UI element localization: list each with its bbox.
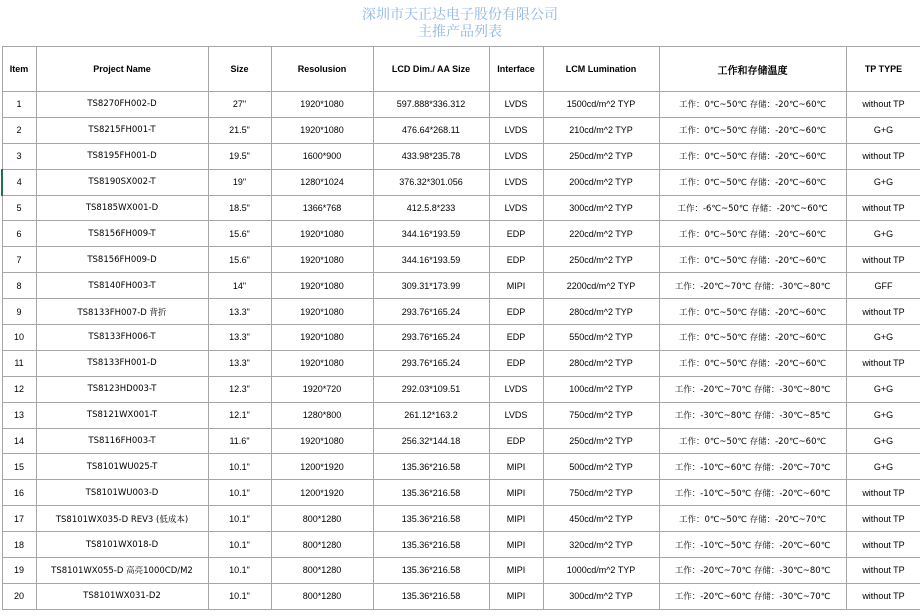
cell-lcm-lumination[interactable]: 320cd/m^2 TYP xyxy=(543,532,659,558)
table-row xyxy=(2,325,920,351)
cell-item[interactable]: 4 xyxy=(2,169,36,195)
cell-lcm-lumination[interactable]: 1000cd/m^2 TYP xyxy=(543,558,659,584)
cell-resolution[interactable]: 1280*800 xyxy=(271,402,373,428)
cell-lcd-dim[interactable]: 261.12*163.2 xyxy=(373,402,489,428)
cell-lcd-dim[interactable]: 344.16*193.59 xyxy=(373,221,489,247)
cell-item[interactable]: 7 xyxy=(2,247,36,273)
cell-item[interactable]: 5 xyxy=(2,195,36,221)
cell-resolution[interactable]: 1920*1080 xyxy=(271,92,373,118)
table-row xyxy=(2,350,920,376)
cell-size[interactable]: 10.1" xyxy=(208,480,271,506)
header-resolution[interactable]: Resolusion xyxy=(271,47,373,92)
cell-interface[interactable]: MIPI xyxy=(489,480,543,506)
sheet-title xyxy=(0,0,920,46)
cell-resolution[interactable]: 1920*1080 xyxy=(271,350,373,376)
cell-lcm-lumination[interactable]: 200cd/m^2 TYP xyxy=(543,169,659,195)
cell-project-name[interactable]: TS8133FH001-D xyxy=(36,350,208,376)
cell-lcm-lumination[interactable]: 500cd/m^2 TYP xyxy=(543,454,659,480)
table-row xyxy=(2,92,920,118)
cell-lcd-dim[interactable]: 376.32*301.056 xyxy=(373,169,489,195)
cell-interface[interactable]: EDP xyxy=(489,325,543,351)
cell-interface[interactable]: LVDS xyxy=(489,169,543,195)
cell-item[interactable]: 15 xyxy=(2,454,36,480)
cell-lcm-lumination[interactable]: 250cd/m^2 TYP xyxy=(543,143,659,169)
cell-item[interactable]: 8 xyxy=(2,273,36,299)
cell-lcm-lumination[interactable]: 450cd/m^2 TYP xyxy=(543,506,659,532)
cell-tp-type[interactable]: G+G xyxy=(846,376,920,402)
cell-tp-type[interactable]: without TP xyxy=(846,558,920,584)
cell-lcm-lumination[interactable]: 220cd/m^2 TYP xyxy=(543,221,659,247)
cell-tp-type[interactable]: without TP xyxy=(846,299,920,325)
cell-temperature[interactable]: 工作：0℃~50℃ 存储：-20℃~60℃ xyxy=(659,92,846,118)
cell-tp-type[interactable]: G+G xyxy=(846,221,920,247)
cell-lcm-lumination[interactable]: 1500cd/m^2 TYP xyxy=(543,92,659,118)
cell-lcm-lumination[interactable]: 550cd/m^2 TYP xyxy=(543,325,659,351)
cell-lcd-dim[interactable]: 293.76*165.24 xyxy=(373,299,489,325)
header-temperature[interactable]: 工作和存储温度 xyxy=(659,47,846,92)
cell-size[interactable]: 12.3" xyxy=(208,376,271,402)
cell-lcd-dim[interactable]: 135.36*216.58 xyxy=(373,454,489,480)
cell-tp-type[interactable]: without TP xyxy=(846,247,920,273)
cell-resolution[interactable]: 1920*1080 xyxy=(271,325,373,351)
table-row xyxy=(2,376,920,402)
cell-item[interactable]: 9 xyxy=(2,299,36,325)
cell-project-name[interactable]: TS8270FH002-D xyxy=(36,92,208,118)
cell-interface[interactable]: LVDS xyxy=(489,92,543,118)
header-size[interactable]: Size xyxy=(208,47,271,92)
table-row xyxy=(2,247,920,273)
cell-tp-type[interactable]: without TP xyxy=(846,143,920,169)
cell-temperature[interactable]: 工作：0℃~50℃ 存储：-20℃~60℃ xyxy=(659,143,846,169)
cell-item[interactable]: 18 xyxy=(2,532,36,558)
cell-interface[interactable]: EDP xyxy=(489,299,543,325)
table-row xyxy=(2,299,920,325)
header-project-name[interactable]: Project Name xyxy=(36,47,208,92)
cell-size[interactable]: 15.6" xyxy=(208,221,271,247)
cell-resolution[interactable]: 1920*1080 xyxy=(271,117,373,143)
product-table xyxy=(1,46,920,610)
cell-lcd-dim[interactable]: 256.32*144.18 xyxy=(373,428,489,454)
cell-size[interactable]: 11.6" xyxy=(208,428,271,454)
cell-size[interactable]: 10.1" xyxy=(208,454,271,480)
cell-interface[interactable]: LVDS xyxy=(489,402,543,428)
header-interface[interactable]: Interface xyxy=(489,47,543,92)
cell-interface[interactable]: MIPI xyxy=(489,558,543,584)
cell-temperature[interactable]: 工作：-20℃~60℃ 存储：-30℃~70℃ xyxy=(659,583,846,609)
cell-size[interactable]: 10.1" xyxy=(208,532,271,558)
table-row xyxy=(2,480,920,506)
header-tp-type[interactable]: TP TYPE xyxy=(846,47,920,92)
table-row xyxy=(2,428,920,454)
cell-project-name[interactable]: TS8101WU025-T xyxy=(36,454,208,480)
cell-item[interactable]: 20 xyxy=(2,583,36,609)
cell-lcm-lumination[interactable]: 100cd/m^2 TYP xyxy=(543,376,659,402)
cell-lcd-dim[interactable]: 412.5.8*233 xyxy=(373,195,489,221)
table-row xyxy=(2,169,920,195)
table-row xyxy=(2,506,920,532)
cell-temperature[interactable]: 工作：-20℃~70℃ 存储：-30℃~80℃ xyxy=(659,558,846,584)
cell-tp-type[interactable]: GFF xyxy=(846,273,920,299)
list-subtitle: 主推产品列表 xyxy=(418,24,502,40)
cell-project-name[interactable]: TS8101WX018-D xyxy=(36,532,208,558)
cell-lcm-lumination[interactable]: 300cd/m^2 TYP xyxy=(543,195,659,221)
cell-lcd-dim[interactable]: 135.36*216.58 xyxy=(373,583,489,609)
cell-tp-type[interactable]: without TP xyxy=(846,506,920,532)
cell-item[interactable]: 10 xyxy=(2,325,36,351)
cell-resolution[interactable]: 800*1280 xyxy=(271,583,373,609)
cell-temperature[interactable]: 工作：-20℃~70℃ 存储：-30℃~80℃ xyxy=(659,376,846,402)
cell-temperature[interactable]: 工作：0℃~50℃ 存储：-20℃~60℃ xyxy=(659,247,846,273)
cell-size[interactable]: 13.3" xyxy=(208,350,271,376)
cell-lcm-lumination[interactable]: 750cd/m^2 TYP xyxy=(543,402,659,428)
cell-lcd-dim[interactable]: 309.31*173.99 xyxy=(373,273,489,299)
cell-project-name[interactable]: TS8156FH009-D xyxy=(36,247,208,273)
cell-lcm-lumination[interactable]: 2200cd/m^2 TYP xyxy=(543,273,659,299)
cell-project-name[interactable]: TS8101WX035-D REV3 (低成本) xyxy=(36,506,208,532)
cell-temperature[interactable]: 工作：0℃~50℃ 存储：-20℃~60℃ xyxy=(659,428,846,454)
cell-interface[interactable]: LVDS xyxy=(489,195,543,221)
cell-temperature[interactable]: 工作：0℃~50℃ 存储：-20℃~60℃ xyxy=(659,350,846,376)
table-row xyxy=(2,558,920,584)
table-row xyxy=(2,454,920,480)
cell-tp-type[interactable]: without TP xyxy=(846,480,920,506)
cell-tp-type[interactable]: G+G xyxy=(846,169,920,195)
cell-tp-type[interactable]: G+G xyxy=(846,117,920,143)
cell-interface[interactable]: MIPI xyxy=(489,273,543,299)
cell-tp-type[interactable]: G+G xyxy=(846,454,920,480)
cell-project-name[interactable]: TS8185WX001-D xyxy=(36,195,208,221)
cell-resolution[interactable]: 800*1280 xyxy=(271,532,373,558)
cell-lcm-lumination[interactable]: 280cd/m^2 TYP xyxy=(543,350,659,376)
cell-interface[interactable]: MIPI xyxy=(489,532,543,558)
cell-size[interactable]: 15.6" xyxy=(208,247,271,273)
cell-resolution[interactable]: 800*1280 xyxy=(271,506,373,532)
cell-lcm-lumination[interactable]: 300cd/m^2 TYP xyxy=(543,583,659,609)
cell-lcd-dim[interactable]: 292.03*109.51 xyxy=(373,376,489,402)
cell-interface[interactable]: MIPI xyxy=(489,506,543,532)
table-row xyxy=(2,221,920,247)
cell-lcd-dim[interactable]: 476.64*268.11 xyxy=(373,117,489,143)
cell-project-name[interactable]: TS8121WX001-T xyxy=(36,402,208,428)
cell-lcd-dim[interactable]: 344.16*193.59 xyxy=(373,247,489,273)
cell-interface[interactable]: LVDS xyxy=(489,143,543,169)
cell-item[interactable]: 2 xyxy=(2,117,36,143)
cell-tp-type[interactable]: without TP xyxy=(846,92,920,118)
cell-size[interactable]: 18.5" xyxy=(208,195,271,221)
cell-lcd-dim[interactable]: 135.36*216.58 xyxy=(373,532,489,558)
header-row xyxy=(2,47,920,92)
cell-project-name[interactable]: TS8133FH006-T xyxy=(36,325,208,351)
cell-project-name[interactable]: TS8101WX031-D2 xyxy=(36,583,208,609)
cell-interface[interactable]: EDP xyxy=(489,221,543,247)
cell-interface[interactable]: EDP xyxy=(489,350,543,376)
cell-lcd-dim[interactable]: 293.76*165.24 xyxy=(373,350,489,376)
cell-resolution[interactable]: 1200*1920 xyxy=(271,454,373,480)
cell-resolution[interactable]: 1600*900 xyxy=(271,143,373,169)
cell-temperature[interactable]: 工作：-20℃~70℃ 存储：-30℃~80℃ xyxy=(659,273,846,299)
cell-tp-type[interactable]: without TP xyxy=(846,350,920,376)
cell-project-name[interactable]: TS8123HD003-T xyxy=(36,376,208,402)
cell-temperature[interactable]: 工作：-30℃~80℃ 存储：-30℃~85℃ xyxy=(659,402,846,428)
table-row xyxy=(2,583,920,609)
cell-resolution[interactable]: 1920*1080 xyxy=(271,428,373,454)
table-row xyxy=(2,117,920,143)
cell-temperature[interactable]: 工作：-6℃~50℃ 存储：-20℃~60℃ xyxy=(659,195,846,221)
cell-temperature[interactable]: 工作：-10℃~50℃ 存储：-20℃~60℃ xyxy=(659,532,846,558)
cell-item[interactable]: 6 xyxy=(2,221,36,247)
cell-project-name[interactable]: TS8101WX055-D 高亮1000CD/M2 xyxy=(36,558,208,584)
cell-size[interactable]: 27" xyxy=(208,92,271,118)
cell-size[interactable]: 14" xyxy=(208,273,271,299)
header-item[interactable]: Item xyxy=(2,47,36,92)
cell-resolution[interactable]: 1920*1080 xyxy=(271,247,373,273)
cell-resolution[interactable]: 1280*1024 xyxy=(271,169,373,195)
cell-interface[interactable]: EDP xyxy=(489,247,543,273)
table-row xyxy=(2,195,920,221)
cell-size[interactable]: 12.1" xyxy=(208,402,271,428)
cell-size[interactable]: 10.1" xyxy=(208,506,271,532)
cell-tp-type[interactable]: G+G xyxy=(846,402,920,428)
company-title: 深圳市天正达电子股份有限公司 xyxy=(362,7,558,23)
cell-lcm-lumination[interactable]: 250cd/m^2 TYP xyxy=(543,247,659,273)
cell-tp-type[interactable]: G+G xyxy=(846,428,920,454)
cell-interface[interactable]: MIPI xyxy=(489,454,543,480)
cell-temperature[interactable]: 工作：0℃~50℃ 存储：-20℃~60℃ xyxy=(659,117,846,143)
cell-item[interactable]: 14 xyxy=(2,428,36,454)
cell-item[interactable]: 12 xyxy=(2,376,36,402)
table-row xyxy=(2,402,920,428)
cell-size[interactable]: 19" xyxy=(208,169,271,195)
cell-temperature[interactable]: 工作：0℃~50℃ 存储：-20℃~60℃ xyxy=(659,325,846,351)
cell-size[interactable]: 10.1" xyxy=(208,558,271,584)
cell-item[interactable]: 11 xyxy=(2,350,36,376)
cell-resolution[interactable]: 1920*720 xyxy=(271,376,373,402)
cell-resolution[interactable]: 1920*1080 xyxy=(271,299,373,325)
cell-size[interactable]: 13.3" xyxy=(208,299,271,325)
cell-resolution[interactable]: 1366*768 xyxy=(271,195,373,221)
cell-interface[interactable]: MIPI xyxy=(489,583,543,609)
cell-project-name[interactable]: TS8101WU003-D xyxy=(36,480,208,506)
cell-tp-type[interactable]: without TP xyxy=(846,532,920,558)
cell-interface[interactable]: LVDS xyxy=(489,376,543,402)
cell-lcd-dim[interactable]: 135.36*216.58 xyxy=(373,558,489,584)
cell-lcd-dim[interactable]: 597.888*336.312 xyxy=(373,92,489,118)
cell-temperature[interactable]: 工作：0℃~50℃ 存储：-20℃~60℃ xyxy=(659,221,846,247)
cell-item[interactable]: 1 xyxy=(2,92,36,118)
cell-size[interactable]: 21.5" xyxy=(208,117,271,143)
cell-project-name[interactable]: TS8116FH003-T xyxy=(36,428,208,454)
cell-project-name[interactable]: TS8133FH007-D 背折 xyxy=(36,299,208,325)
cell-project-name[interactable]: TS8215FH001-T xyxy=(36,117,208,143)
cell-resolution[interactable]: 800*1280 xyxy=(271,558,373,584)
cell-project-name[interactable]: TS8140FH003-T xyxy=(36,273,208,299)
table-row xyxy=(2,143,920,169)
cell-project-name[interactable]: TS8195FH001-D xyxy=(36,143,208,169)
cell-tp-type[interactable]: without TP xyxy=(846,195,920,221)
cell-temperature[interactable]: 工作：0℃~50℃ 存储：-20℃~60℃ xyxy=(659,169,846,195)
cell-temperature[interactable]: 工作：-10℃~60℃ 存储：-20℃~70℃ xyxy=(659,454,846,480)
cell-resolution[interactable]: 1200*1920 xyxy=(271,480,373,506)
cell-lcd-dim[interactable]: 293.76*165.24 xyxy=(373,325,489,351)
cell-item[interactable]: 3 xyxy=(2,143,36,169)
table-row xyxy=(2,273,920,299)
cell-interface[interactable]: LVDS xyxy=(489,117,543,143)
cell-lcm-lumination[interactable]: 210cd/m^2 TYP xyxy=(543,117,659,143)
cell-lcm-lumination[interactable]: 250cd/m^2 TYP xyxy=(543,428,659,454)
cell-size[interactable]: 19.5" xyxy=(208,143,271,169)
cell-resolution[interactable]: 1920*1080 xyxy=(271,221,373,247)
cell-size[interactable]: 13.3" xyxy=(208,325,271,351)
cell-lcd-dim[interactable]: 433.98*235.78 xyxy=(373,143,489,169)
header-lcm-lumination[interactable]: LCM Lumination xyxy=(543,47,659,92)
cell-lcm-lumination[interactable]: 750cd/m^2 TYP xyxy=(543,480,659,506)
cell-temperature[interactable]: 工作：0℃~50℃ 存储：-20℃~70℃ xyxy=(659,506,846,532)
table-row xyxy=(2,532,920,558)
cell-interface[interactable]: EDP xyxy=(489,428,543,454)
cell-lcd-dim[interactable]: 135.36*216.58 xyxy=(373,480,489,506)
cell-item[interactable]: 17 xyxy=(2,506,36,532)
header-lcd-dim[interactable]: LCD Dim./ AA Size xyxy=(373,47,489,92)
cell-resolution[interactable]: 1920*1080 xyxy=(271,273,373,299)
cell-item[interactable]: 19 xyxy=(2,558,36,584)
cell-item[interactable]: 13 xyxy=(2,402,36,428)
cell-tp-type[interactable]: G+G xyxy=(846,325,920,351)
cell-size[interactable]: 10.1" xyxy=(208,583,271,609)
cell-tp-type[interactable]: without TP xyxy=(846,583,920,609)
cell-item[interactable]: 16 xyxy=(2,480,36,506)
cell-temperature[interactable]: 工作：-10℃~50℃ 存储：-20℃~60℃ xyxy=(659,480,846,506)
cell-project-name[interactable]: TS8190SX002-T xyxy=(36,169,208,195)
cell-temperature[interactable]: 工作：0℃~50℃ 存储：-20℃~60℃ xyxy=(659,299,846,325)
cell-project-name[interactable]: TS8156FH009-T xyxy=(36,221,208,247)
cell-lcm-lumination[interactable]: 280cd/m^2 TYP xyxy=(543,299,659,325)
cell-lcd-dim[interactable]: 135.36*216.58 xyxy=(373,506,489,532)
